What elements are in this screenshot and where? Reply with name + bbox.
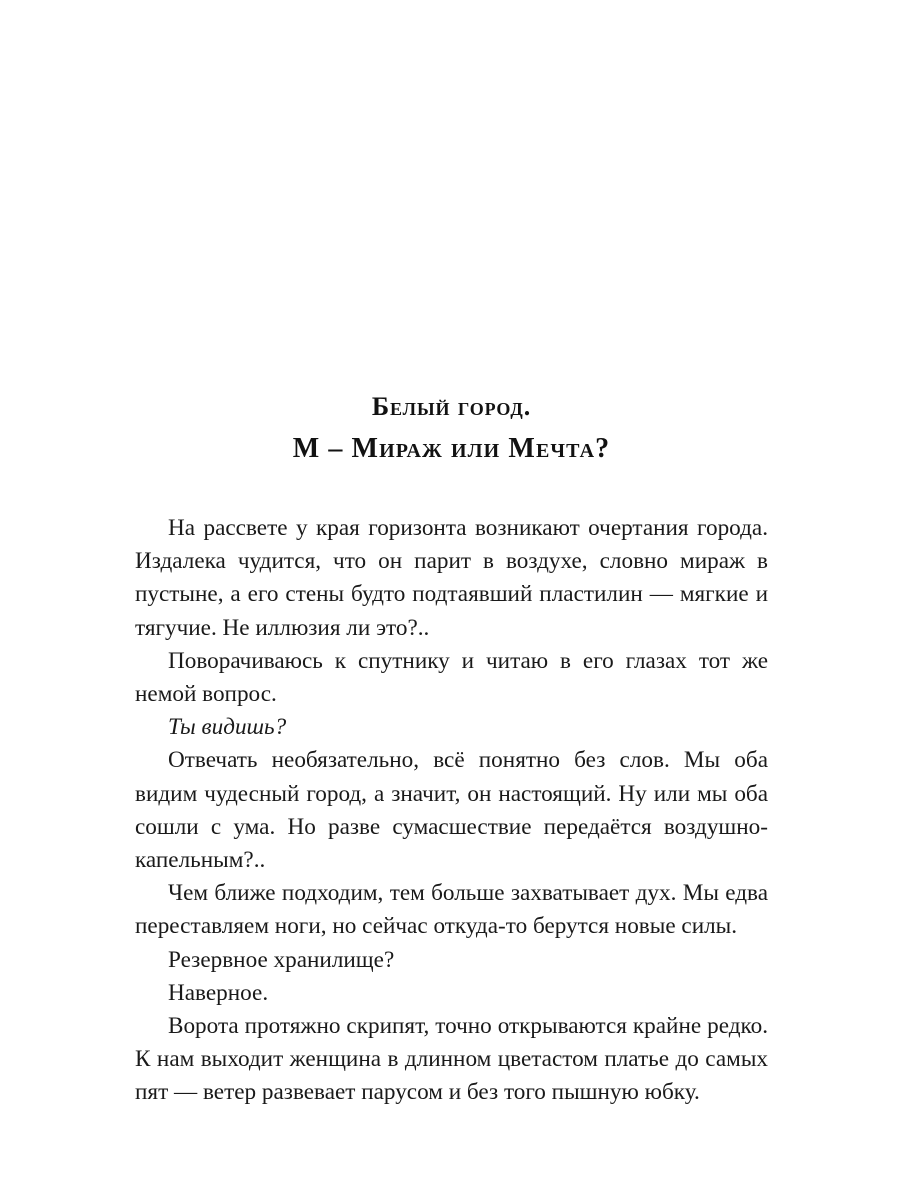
paragraph: Отвечать необязательно, всё понятно без слов. Мы оба видим чудесный город, а значит, он настоящий. Ну или мы оба сошли с ума. Но разве сумасшествие передаётся воздушно-капельным?.. bbox=[135, 747, 768, 874]
body-copy bbox=[135, 512, 768, 1110]
paragraph-italic: Ты видишь? bbox=[168, 714, 287, 741]
paragraph-short: Наверное. bbox=[168, 979, 269, 1006]
paragraph-short: Резервное хранилище? bbox=[168, 946, 395, 973]
text-block bbox=[135, 386, 768, 1110]
paragraph: На рассвете у края горизонта возникают очертания города. Издалека чудится, что он парит в воздухе, словно мираж в пустыне, а его стены будто подтаявший пластилин — мягкие и тягучие. Не иллюзия ли это?.. bbox=[135, 515, 768, 641]
chapter-title-line-1: Белый город. bbox=[371, 392, 532, 421]
paragraph: Чем ближе подходим, тем больше захватывает дух. Мы едва переставляем ноги, но сейчас откуда-то берутся новые силы. bbox=[135, 880, 768, 940]
paragraph: Ворота протяжно скрипят, точно открываются крайне редко. К нам выходит женщина в длинном цветастом платье до самых пят — ветер развевает парусом и без того пышную юбку. bbox=[135, 1013, 768, 1106]
paragraph: Поворачиваюсь к спутнику и читаю в его глазах тот же немой вопрос. bbox=[135, 647, 768, 708]
chapter-title bbox=[135, 386, 768, 470]
chapter-title-line-2: М – Мираж или Мечта? bbox=[292, 433, 611, 464]
